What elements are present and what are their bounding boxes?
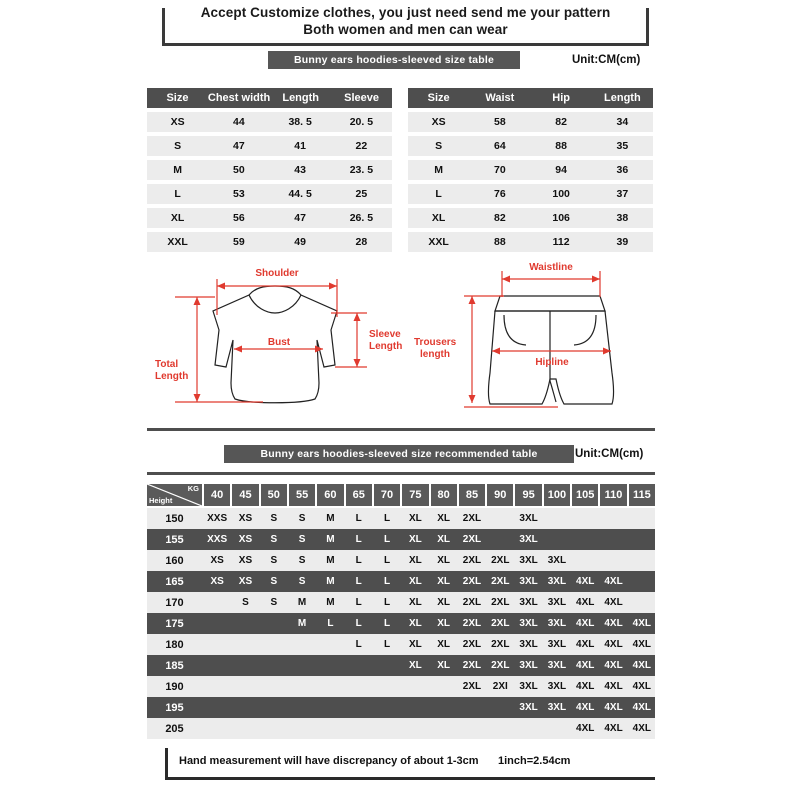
recommended-size-cell: 4XL (604, 576, 623, 587)
recommended-height-label: 185 (165, 659, 184, 672)
recommended-weight-header: 60 (317, 484, 343, 506)
recommended-weight-header: 95 (515, 484, 541, 506)
recommended-size-cell: S (270, 555, 278, 566)
table-row (147, 160, 392, 180)
recommended-size-cell: 4XL (576, 681, 595, 692)
recommended-size-cell: M (326, 576, 335, 587)
shorts-size-cell: 35 (616, 140, 629, 152)
recommended-size-cell: 2XL (491, 639, 510, 650)
shorts-size-header-cell: Length (604, 92, 641, 104)
shorts-size-header-row (408, 88, 653, 108)
size-table-title-chip: Bunny ears hoodies-sleeved size table (268, 51, 520, 69)
recommended-size-cell: 4XL (604, 618, 623, 629)
recommended-size-cell: 2XI (492, 681, 508, 692)
recommended-size-cell: XS (238, 555, 253, 566)
recommended-size-cell: XL (437, 534, 451, 545)
recommended-size-cell: 2XL (491, 555, 510, 566)
total-length-label-line1: Total (155, 359, 179, 370)
shorts-size-cell: 82 (555, 116, 567, 128)
recommended-size-cell: XS (210, 555, 224, 566)
recommended-size-cell: 3XL (519, 660, 538, 671)
recommended-size-cell: L (355, 534, 362, 545)
recommended-size-cell: XL (408, 555, 422, 566)
table-row (408, 208, 653, 228)
recommended-size-cell: 4XL (604, 723, 623, 734)
recommended-weight-header: 65 (346, 484, 372, 506)
hoodie-size-cell: 47 (294, 212, 306, 224)
recommended-height-label: 195 (165, 701, 184, 714)
recommended-size-cell: 3XL (547, 681, 567, 692)
recommended-size-cell: 4XL (576, 723, 595, 734)
hoodie-size-cell: 47 (233, 140, 245, 152)
recommended-header-row (147, 484, 655, 506)
table-row (408, 136, 653, 156)
sleeve-label-line2: Length (369, 341, 403, 352)
divider-rule-top (147, 428, 655, 431)
recommended-weight-header: 50 (261, 484, 287, 506)
recommended-size-cell: 2XL (462, 576, 482, 587)
recommended-size-cell: M (326, 555, 335, 566)
recommended-weight-header: 110 (600, 484, 626, 506)
recommended-weight-header: 80 (431, 484, 457, 506)
hoodie-size-cell: 28 (355, 236, 368, 248)
shorts-size-cell: 112 (552, 236, 570, 248)
shorts-size-cell: 82 (494, 212, 506, 224)
recommended-size-cell: S (270, 534, 278, 545)
shorts-size-cell: M (434, 164, 443, 176)
recommended-size-cell: XS (238, 513, 253, 524)
recommended-size-cell: 2XL (462, 618, 482, 629)
table-row (408, 112, 653, 132)
recommended-table-row (147, 550, 655, 571)
hoodie-size-cell: 59 (233, 236, 245, 248)
recommended-size-cell: L (383, 576, 391, 587)
recommended-size-cell: L (355, 555, 362, 566)
recommended-weight-header: 55 (289, 484, 315, 506)
recommended-table-row (147, 634, 655, 655)
recommended-size-cell: 4XL (632, 723, 652, 734)
shorts-size-cell: 88 (555, 140, 567, 152)
footer-inch-conversion: 1inch=2.54cm (498, 755, 571, 767)
recommended-height-label: 160 (165, 554, 184, 567)
hoodie-size-header-cell: Chest width (207, 92, 271, 104)
shorts-size-header-cell: Waist (485, 92, 515, 104)
recommended-size-cell: 2XL (491, 660, 510, 671)
shorts-size-cell: 37 (616, 188, 629, 200)
recommended-height-label: 170 (165, 596, 184, 609)
hipline-label: Hipline (535, 357, 569, 368)
hoodie-size-table (147, 88, 392, 256)
recommended-size-cell: XXS (207, 513, 228, 524)
recommended-size-cell: 4XL (632, 681, 652, 692)
recommended-size-cell: XL (437, 597, 451, 608)
recommended-size-cell: XS (238, 534, 253, 545)
recommended-table-row (147, 529, 655, 550)
footer-note-box (165, 748, 655, 780)
recommended-size-cell: L (355, 639, 362, 650)
trousers-length-label-line2: length (420, 349, 450, 360)
shorts-size-header-cell: Size (427, 92, 450, 104)
table-row (408, 184, 653, 204)
recommended-size-cell: 4XL (632, 639, 652, 650)
recommended-size-cell: XL (408, 639, 422, 650)
shorts-size-cell: 58 (494, 116, 506, 128)
shorts-size-cell: 34 (616, 116, 629, 128)
recommended-height-label: 175 (165, 617, 184, 630)
recommended-table-row (147, 571, 655, 592)
recommended-size-cell: 4XL (576, 660, 595, 671)
recommended-size-cell: XL (437, 639, 451, 650)
recommended-size-cell: 4XL (604, 639, 623, 650)
recommended-size-cell: S (298, 513, 306, 524)
recommended-size-cell: XL (408, 576, 422, 587)
recommended-size-cell: XXS (207, 534, 228, 545)
hoodie-size-cell: 49 (294, 236, 306, 248)
hoodie-size-cell: 41 (294, 140, 306, 152)
recommended-size-cell: S (270, 513, 278, 524)
shorts-size-cell: 70 (494, 164, 506, 176)
hoodie-size-cell: XL (170, 212, 185, 224)
recommended-size-cell: 4XL (604, 660, 623, 671)
recommended-size-cell: 3XL (519, 639, 538, 650)
hoodie-size-header-cell: Size (166, 92, 189, 104)
recommended-size-cell: M (326, 597, 335, 608)
hoodie-size-cell: 25 (355, 188, 368, 200)
shorts-size-cell: 76 (494, 188, 506, 200)
hoodie-size-cell: 38. 5 (288, 116, 312, 128)
hoodie-size-cell: L (174, 188, 181, 200)
recommended-size-cell: 4XL (576, 618, 595, 629)
recommended-size-cell: 3XL (547, 618, 567, 629)
shorts-size-cell: XXL (428, 236, 449, 248)
recommended-size-cell: 2XL (462, 597, 482, 608)
recommended-size-cell: 3XL (547, 639, 567, 650)
footer-measurement-note: Hand measurement will have discrepancy of about 1-3cm (179, 755, 479, 767)
recommended-size-cell: 3XL (547, 555, 567, 566)
recommended-height-label: 165 (165, 575, 184, 588)
recommended-size-cell: 3XL (519, 555, 538, 566)
recommended-size-cell: M (326, 534, 335, 545)
recommended-height-label: 155 (165, 533, 184, 546)
recommended-table-row (147, 613, 655, 634)
trousers-length-label-line1: Trousers (414, 337, 457, 348)
shorts-size-cell: 100 (552, 188, 570, 200)
recommended-size-cell: 2XL (462, 681, 482, 692)
recommended-size-cell: L (355, 576, 362, 587)
top-banner (162, 5, 649, 46)
recommended-size-cell: L (383, 597, 391, 608)
recommended-size-cell: 4XL (632, 702, 652, 713)
hoodie-size-cell: 26. 5 (349, 212, 374, 224)
table-row (147, 208, 392, 228)
hoodie-size-cell: 53 (233, 188, 245, 200)
hoodie-size-cell: 56 (233, 212, 245, 224)
recommended-size-cell: L (327, 618, 334, 629)
recommended-size-cell: 2XL (462, 534, 482, 545)
hoodie-size-cell: 23. 5 (349, 164, 374, 176)
recommended-size-cell: 2XL (462, 639, 482, 650)
recommended-size-cell: S (270, 597, 278, 608)
table-row (147, 232, 392, 252)
table-row (147, 136, 392, 156)
recommended-size-cell: XL (408, 660, 422, 671)
recommended-size-cell: S (242, 597, 249, 608)
shorts-size-cell: 38 (616, 212, 629, 224)
hoodie-size-cell: 44. 5 (288, 188, 312, 200)
recommended-table-unit-label: Unit:CM(cm) (575, 448, 644, 460)
recommended-size-cell: S (270, 576, 278, 587)
recommended-size-cell: XS (238, 576, 253, 587)
banner-line-2: Both women and men can wear (303, 22, 508, 37)
recommended-weight-header: 70 (374, 484, 400, 506)
recommended-size-cell: S (298, 555, 306, 566)
recommended-size-cell: L (383, 639, 391, 650)
recommended-size-cell: L (383, 534, 391, 545)
recommended-table-row (147, 592, 655, 613)
recommended-size-cell: L (355, 513, 362, 524)
hoodie-measurement-diagram (145, 255, 405, 425)
recommended-size-cell: 3XL (519, 702, 538, 713)
corner-height-label: Height (149, 496, 173, 505)
recommended-corner-cell (147, 484, 202, 506)
hoodie-size-cell: XXL (167, 236, 188, 248)
size-table-unit-label: Unit:CM(cm) (572, 54, 641, 66)
shorts-size-cell: XL (431, 212, 446, 224)
recommended-table-row (147, 676, 655, 697)
hoodie-size-cell: M (173, 164, 182, 176)
shorts-size-cell: 106 (552, 212, 570, 224)
hoodie-size-cell: 20. 5 (349, 116, 374, 128)
recommended-size-cell: 2XL (462, 660, 482, 671)
recommended-size-cell: 2XL (462, 555, 482, 566)
recommended-size-table (147, 484, 655, 739)
corner-weight-label: KG (187, 484, 199, 493)
recommended-table-row (147, 718, 655, 739)
recommended-size-cell: 3XL (519, 618, 538, 629)
recommended-size-cell: 4XL (604, 681, 623, 692)
table-row (408, 160, 653, 180)
shorts-size-cell: L (435, 188, 442, 200)
recommended-size-cell: M (297, 618, 307, 629)
recommended-size-cell: 4XL (576, 639, 595, 650)
waistline-label: Waistline (529, 262, 573, 273)
recommended-size-cell: XL (408, 618, 422, 629)
recommended-size-cell: XL (437, 555, 451, 566)
sleeve-label-line1: Sleeve (369, 329, 401, 340)
table-row (147, 184, 392, 204)
recommended-weight-header: 90 (487, 484, 513, 506)
recommended-size-cell: M (326, 513, 335, 524)
table-row (408, 232, 653, 252)
recommended-size-cell: 2XL (462, 513, 482, 524)
hoodie-size-cell: XS (170, 116, 185, 128)
recommended-size-cell: 4XL (604, 702, 623, 713)
recommended-table-row (147, 697, 655, 718)
bust-label: Bust (267, 337, 291, 348)
hoodie-size-cell: 43 (294, 164, 306, 176)
recommended-weight-header: 40 (204, 484, 230, 506)
hoodie-size-cell: S (174, 140, 182, 152)
recommended-table-row (147, 655, 655, 676)
recommended-size-cell: L (383, 555, 391, 566)
hoodie-size-cell: 50 (233, 164, 245, 176)
recommended-size-cell: L (355, 597, 362, 608)
recommended-size-cell: 4XL (576, 597, 595, 608)
hoodie-diagram-svg (145, 255, 405, 425)
recommended-size-cell: XL (408, 597, 422, 608)
shorts-size-cell: XS (431, 116, 446, 128)
hoodie-size-header-row (147, 88, 392, 108)
hoodie-size-cell: 22 (355, 140, 368, 152)
recommended-size-cell: M (297, 597, 307, 608)
recommended-table-row (147, 508, 655, 529)
shorts-measurement-diagram (412, 255, 667, 425)
recommended-height-label: 180 (165, 638, 184, 651)
recommended-size-cell: 2XL (491, 618, 510, 629)
shorts-size-cell: 64 (494, 140, 506, 152)
recommended-size-cell: XL (408, 513, 422, 524)
recommended-weight-header: 115 (629, 484, 655, 506)
recommended-size-cell: XS (210, 576, 224, 587)
recommended-size-cell: 3XL (547, 660, 567, 671)
recommended-size-cell: XL (408, 534, 422, 545)
shorts-size-cell: 36 (616, 164, 629, 176)
recommended-size-cell: 3XL (547, 576, 567, 587)
shorts-size-cell: 94 (555, 164, 567, 176)
recommended-size-cell: 3XL (519, 513, 538, 524)
shorts-size-table (408, 88, 653, 256)
banner-line-1: Accept Customize clothes, you just need send me your pattern (200, 5, 611, 20)
recommended-size-cell: XL (437, 513, 451, 524)
shorts-size-header-cell: Hip (552, 92, 570, 104)
recommended-weight-header: 85 (459, 484, 485, 506)
recommended-size-cell: XL (437, 576, 451, 587)
recommended-size-cell: XL (437, 618, 451, 629)
recommended-size-cell: XL (437, 660, 451, 671)
shorts-size-cell: S (435, 140, 443, 152)
recommended-size-cell: L (383, 618, 391, 629)
recommended-weight-header: 45 (232, 484, 258, 506)
recommended-size-cell: 4XL (604, 597, 623, 608)
recommended-size-cell: 2XL (491, 597, 510, 608)
shorts-size-cell: 39 (616, 236, 629, 248)
recommended-weight-header: 105 (572, 484, 598, 506)
shorts-diagram-svg (412, 255, 667, 425)
recommended-size-cell: 3XL (547, 597, 567, 608)
recommended-table-title-chip: Bunny ears hoodies-sleeved size recommended table (224, 445, 574, 463)
recommended-height-label: 205 (165, 722, 184, 735)
divider-rule-bottom (147, 472, 655, 475)
recommended-weight-header: 100 (544, 484, 570, 506)
recommended-size-cell: 4XL (576, 576, 595, 587)
recommended-size-cell: L (355, 618, 362, 629)
recommended-size-cell: S (298, 576, 306, 587)
recommended-weight-header: 75 (402, 484, 428, 506)
recommended-size-cell: S (298, 534, 306, 545)
hoodie-size-header-cell: Length (282, 92, 320, 104)
recommended-size-cell: 4XL (632, 660, 652, 671)
recommended-size-cell: 3XL (519, 681, 538, 692)
recommended-height-label: 150 (165, 512, 184, 525)
hoodie-size-header-cell: Sleeve (344, 92, 379, 104)
hoodie-size-cell: 44 (233, 116, 245, 128)
shorts-size-cell: 88 (494, 236, 506, 248)
recommended-size-cell: L (383, 513, 391, 524)
recommended-size-cell: 2XL (491, 576, 510, 587)
total-length-label-line2: Length (155, 371, 189, 382)
recommended-size-cell: 3XL (547, 702, 567, 713)
recommended-size-cell: 4XL (576, 702, 595, 713)
recommended-size-cell: 4XL (632, 618, 652, 629)
recommended-size-cell: 3XL (519, 576, 538, 587)
recommended-size-cell: 3XL (519, 597, 538, 608)
table-row (147, 112, 392, 132)
recommended-size-cell: 3XL (519, 534, 538, 545)
recommended-height-label: 190 (165, 680, 184, 693)
shoulder-label: Shoulder (255, 268, 299, 279)
